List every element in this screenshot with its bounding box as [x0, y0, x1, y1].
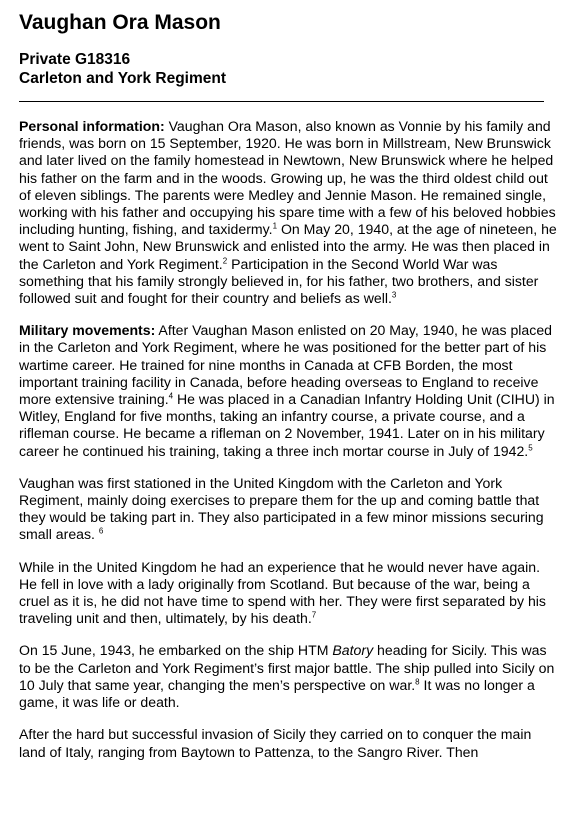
footnote-ref-6: 6: [98, 526, 104, 536]
paragraph-text: On 15 June, 1943, he embarked on the ship HTM: [19, 642, 333, 659]
footnote-ref-4: 4: [168, 391, 174, 401]
paragraph-text: After Vaughan Mason enlisted on 20 May, 1940, he was placed in the Carleton and York Regiment, where he was positioned for the better part of his wartime career. He trained for nine months in Canada at CFB Borden, the most important training facility in Canada, before heading overseas to England to receive more extensive training.: [19, 322, 552, 408]
paragraph-text: On May 20, 1940, at the age of nineteen, he went to Saint John, New Brunswick and enlisted into the army. He was then placed in the Carleton and York Regiment.: [19, 221, 557, 272]
paragraph-military-movements: [19, 322, 559, 460]
paragraph-text: Vaughan was first stationed in the United Kingdom with the Carleton and York Regiment, mainly doing exercises to prepare them for the up and coming battle that they would be taking part in. They also participated in a few minor missions securing small areas.: [19, 474, 544, 543]
paragraph-text: heading for Sicily. This was to be the Carleton and York Regiment’s first major battle. The ship pulled into Sicily on 10 July that same year, changing the men’s perspective on war.: [19, 642, 555, 693]
paragraph-text: He was placed in a Canadian Infantry Holding Unit (CIHU) in Witley, England for five months, taking an infantry course, a private course, and a rifleman course. He became a rifleman on 2 November, 1941. Later on in his military career he continued his training, taking a three inch mortar course in July of 1942.: [19, 391, 555, 459]
paragraph-italy: [19, 726, 559, 760]
paragraph-text: Participation in the Second World War was something that his family strongly believed in, for his father, two brothers, and sister followed suit and fought for their country and beliefs as well.: [19, 255, 539, 307]
ship-name: Batory: [332, 642, 374, 659]
footnote-ref-8: 8: [415, 677, 420, 687]
paragraph-text: While in the United Kingdom he had an experience that he would never have again. He fell in love with a lady originally from Scotland. But because of the war, being a cruel as it is, he did not have time to spend with her. They were first separated by his traveling unit and then, ultimately, by his death.: [19, 558, 546, 627]
document-page: [19, 10, 559, 776]
footnote-ref-3: 3: [391, 290, 397, 300]
paragraph-sicily: [19, 642, 559, 711]
paragraph-stationed-uk: [19, 475, 559, 544]
paragraph-text: Vaughan Ora Mason, also known as Vonnie by his family and friends, was born on 15 September, 1920. He was born in Millstream, New Brunswick and later lived on the family homestead in Newtown, New Brunswick where he helped his father on the farm and in the woods. Growing up, he was the third oldest child out of eleven siblings. The parents were Medley and Jennie Mason. He remained single, working with his father and occupying his spare time with a few of his beloved hobbies including hunting, fishing, and taxidermy.: [19, 118, 556, 238]
section-label-military: Military movements:: [19, 322, 156, 339]
paragraph-text: It was no longer a game, it was life or death.: [19, 676, 535, 711]
header-divider: [19, 101, 544, 102]
rank-line: Private G18316: [19, 51, 131, 68]
footnote-ref-5: 5: [528, 442, 533, 452]
footnote-ref-1: 1: [272, 221, 278, 231]
section-label-personal: Personal information:: [19, 118, 165, 134]
footnote-ref-7: 7: [311, 610, 317, 620]
paragraph-love-story: [19, 559, 559, 628]
unit-line: Carleton and York Regiment: [19, 70, 226, 87]
footnote-ref-2: 2: [222, 255, 228, 265]
paragraph-text: After the hard but successful invasion of Sicily they carried on to conquer the main land of Italy, ranging from Baytown to Pattenza, to the Sangro River. Then: [19, 726, 532, 760]
paragraph-personal-information: [19, 118, 559, 307]
page-title: Vaughan Ora Mason: [19, 11, 221, 34]
